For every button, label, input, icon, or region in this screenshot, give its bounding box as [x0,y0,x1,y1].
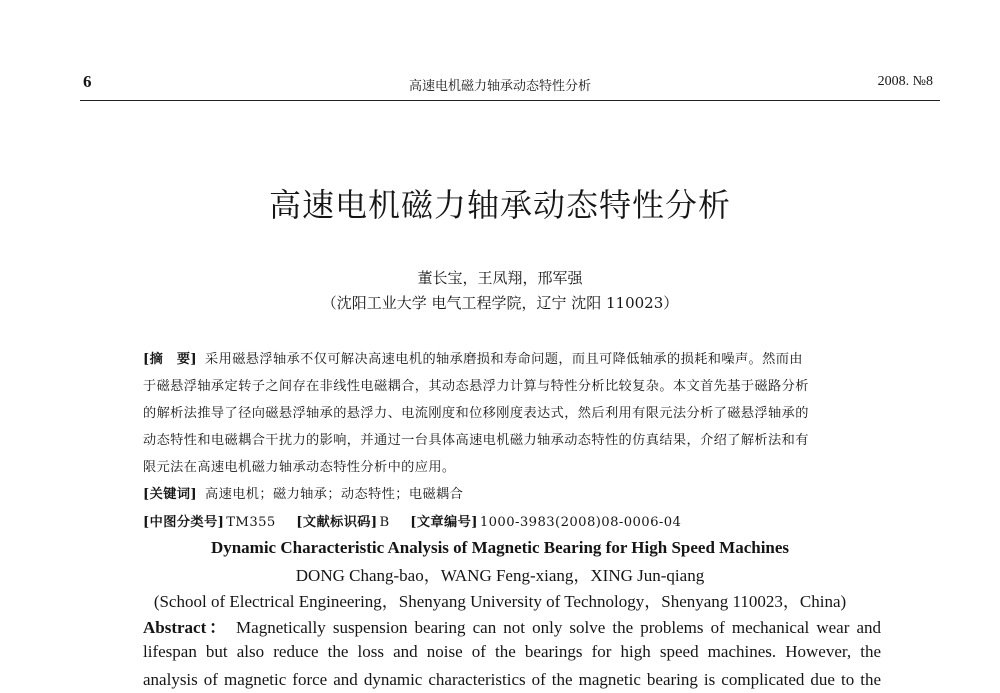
abstract-cn-line: 的解析法推导了径向磁悬浮轴承的悬浮力、电流刚度和位移刚度表达式，然后利用有限元法分析了磁悬浮轴承的 [143,406,809,421]
page-number: 6 [83,72,92,91]
abstract-cn-line: 动态特性和电磁耦合干扰力的影响，并通过一台具体高速电机磁力轴承动态特性的仿真结果，介绍了解析法和有 [143,433,809,448]
article-number-label: [文章编号] [410,515,478,530]
keywords-cn [143,483,463,502]
paper-title-en: Dynamic Characteristic Analysis of Magnetic Bearing for High Speed Machines [210,538,790,557]
paper-title-cn: 高速电机磁力轴承动态特性分析 [268,186,731,224]
doc-code-label: [文献标识码] [296,515,378,530]
keywords-cn-label: [关键词] [143,487,198,502]
abstract-en-label: Abstract： [143,618,229,637]
article-number-value: 1000-3983(2008)08-0006-04 [479,515,682,530]
classification-row [143,511,681,530]
authors-cn: 董长宝，王凤翔，邢军强 [417,269,583,287]
clc-label: [中图分类号] [143,515,225,530]
clc-value: TM355 [226,515,276,530]
abstract-en-line: lifespan but also reduce the loss and noise of the bearings for high speed machines. However, the [143,642,881,661]
abstract-cn-label: [摘 要] [143,352,198,367]
abstract-cn-line: 于磁悬浮轴承定转子之间存在非线性电磁耦合，其动态悬浮力计算与特性分析比较复杂。本文首先基于磁路分析 [143,379,809,394]
running-title: 高速电机磁力轴承动态特性分析 [408,79,591,94]
affiliation-cn: （沈阳工业大学 电气工程学院，辽宁 沈阳 110023） [321,294,679,312]
authors-en: DONG Chang-bao，WANG Feng-xiang，XING Jun-qiang [295,566,705,585]
keywords-cn-text: 高速电机；磁力轴承；动态特性；电磁耦合 [205,487,464,502]
abstract-en-text: Magnetically suspension bearing can not only solve the problems of mechanical wear and [236,618,882,637]
abstract-cn-line: 限元法在高速电机磁力轴承动态特性分析中的应用。 [143,460,456,475]
abstract-en-line: analysis of magnetic force and dynamic characteristics of the magnetic bearing is complicated due to the [143,670,881,689]
abstract-en-line [143,613,881,638]
issue-number: 2008. №8 [877,74,933,89]
abstract-cn-line [143,348,803,367]
abstract-cn-text: 采用磁悬浮轴承不仅可解决高速电机的轴承磨损和寿命问题，而且可降低轴承的损耗和噪声。然而由 [205,352,803,367]
doc-code-value: B [379,515,390,530]
affiliation-en: (School of Electrical Engineering，Shenyang University of Technology，Shenyang 110023，China) [153,592,847,611]
header-rule [80,100,940,101]
